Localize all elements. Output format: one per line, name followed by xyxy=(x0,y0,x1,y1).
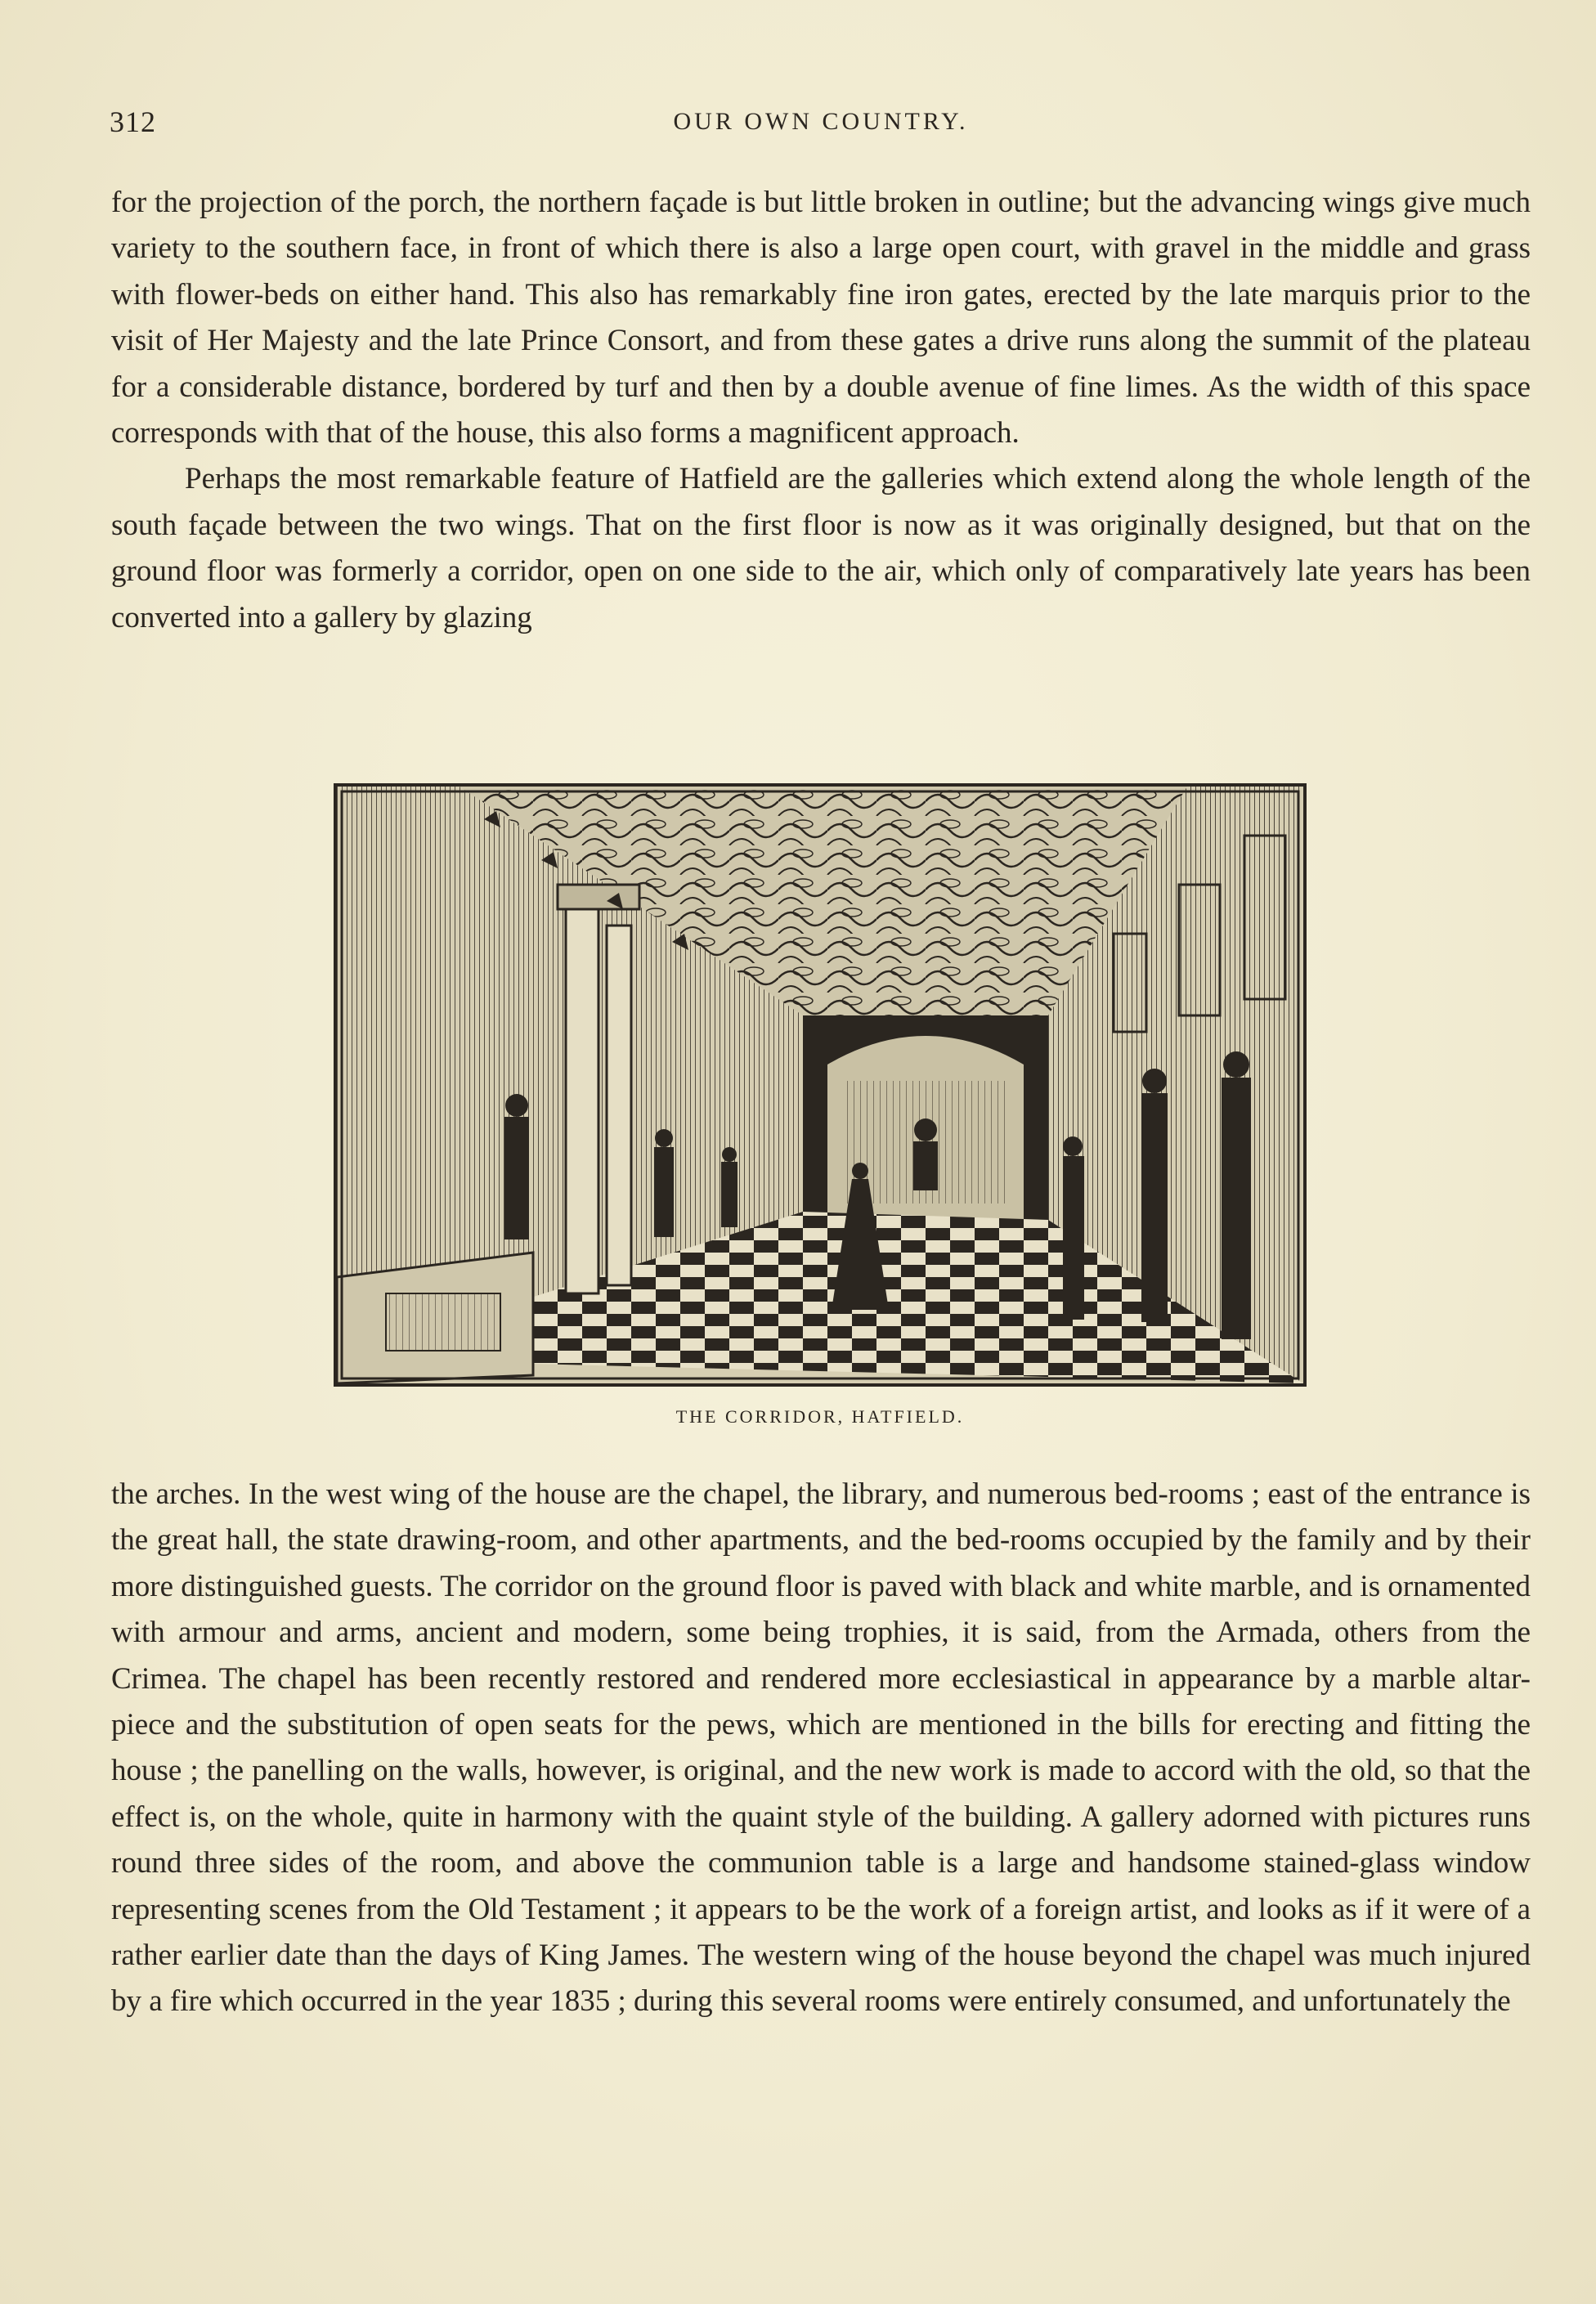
top-text-block xyxy=(111,180,1531,641)
page-header xyxy=(110,105,1532,146)
bottom-text-block xyxy=(111,1472,1531,2025)
paragraph: Perhaps the most remarkable feature of Hatfield are the galleries which extend along the whole length of the south façade between the two wings. That on the first floor is now as it was originally designed, but that on the ground floor was formerly a corridor, open on one side to the air, which only of comparatively late years has been converted into a gallery by glazing xyxy=(111,462,1531,634)
page-number: 312 xyxy=(110,105,156,138)
paragraph: for the projection of the porch, the northern façade is but little broken in outline; but the advancing wings give much variety to the southern face, in front of which there is also a large open court, with gravel in the middle and grass with flower-beds on either hand. This also has remarkably fine iron gates, erected by the late marquis prior to the visit of Her Majesty and the late Prince Consort, and from these gates a drive runs along the summit of the plateau for a considerable distance, bordered by turf and then by a double avenue of fine limes. As the width of this space corresponds with that of the house, this also forms a magnificent approach. xyxy=(111,186,1531,450)
paragraph: the arches. In the west wing of the house are the chapel, the library, and numerous bed-rooms ; east of the entrance is the great hall, the state drawing-room, and other apartments, and the bed-rooms occupied by the family and by their more distinguished guests. The corridor on the ground floor is paved with black and white marble, and is ornamented with armour and arms, ancient and modern, some being trophies, it is said, from the Armada, others from the Crimea. The chapel has been recently restored and rendered more ecclesiastical in appearance by a marble altar-piece and the substitution of open seats for the pews, which are mentioned in the bills for erecting and fitting the house ; the panelling on the walls, however, is original, and the new work is made to accord with the old, so that the effect is, on the whole, quite in harmony with the quaint style of the building. A gallery adorned with pictures runs round three sides of the room, and above the communion table is a large and handsome stained-glass window representing scenes from the Old Testament ; it appears to be the work of a foreign artist, and looks as if it were of a rather earlier date than the days of King James. The western wing of the house beyond the chapel was much injured by a fire which occurred in the year 1835 ; during this several rooms were entirely consumed, and unfortunately the xyxy=(111,1477,1531,2019)
corridor-engraving xyxy=(334,783,1307,1387)
running-title: OUR OWN COUNTRY. xyxy=(673,108,969,135)
figure-caption: THE CORRIDOR, HATFIELD. xyxy=(675,1406,965,1427)
